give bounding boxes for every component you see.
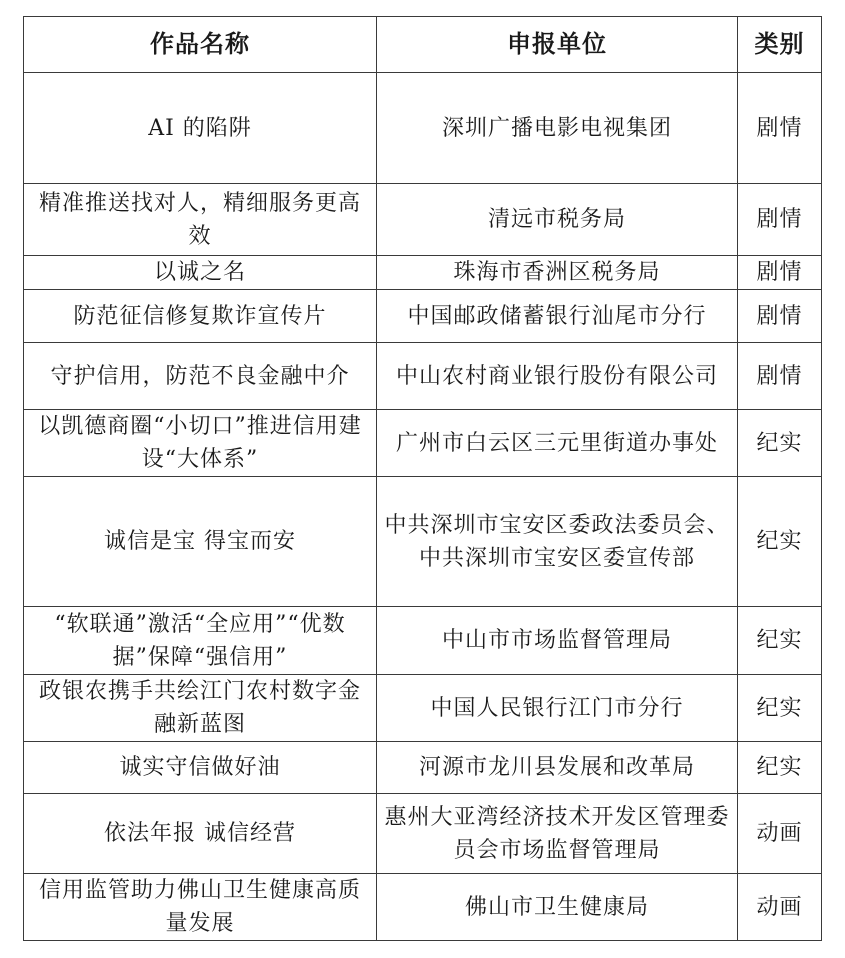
- category-cell: 纪实: [738, 477, 822, 607]
- table-row: [24, 742, 822, 794]
- table-row: [24, 343, 822, 410]
- category-cell: 剧情: [738, 184, 822, 256]
- work-name-cell: 以凯德商圈“小切口”推进信用建设“大体系”: [24, 410, 377, 477]
- table-row: [24, 290, 822, 343]
- table-header-row: [24, 17, 822, 73]
- unit-cell: 深圳广播电影电视集团: [377, 73, 738, 184]
- category-cell: 动画: [738, 874, 822, 941]
- table-row: [24, 607, 822, 675]
- unit-cell: 珠海市香洲区税务局: [377, 256, 738, 290]
- category-cell: 剧情: [738, 290, 822, 343]
- unit-cell: 佛山市卫生健康局: [377, 874, 738, 941]
- category-cell: 剧情: [738, 256, 822, 290]
- header-category: 类别: [738, 17, 822, 73]
- category-cell: 纪实: [738, 410, 822, 477]
- work-name-cell: 依法年报 诚信经营: [24, 794, 377, 874]
- header-work-name: 作品名称: [24, 17, 377, 73]
- work-name-cell: 诚信是宝 得宝而安: [24, 477, 377, 607]
- category-cell: 纪实: [738, 742, 822, 794]
- category-cell: 剧情: [738, 73, 822, 184]
- unit-cell: 清远市税务局: [377, 184, 738, 256]
- category-cell: 动画: [738, 794, 822, 874]
- work-name-cell: 诚实守信做好油: [24, 742, 377, 794]
- work-name-cell: “软联通”激活“全应用”“优数据”保障“强信用”: [24, 607, 377, 675]
- work-name-cell: 防范征信修复欺诈宣传片: [24, 290, 377, 343]
- unit-cell: 中国人民银行江门市分行: [377, 675, 738, 742]
- table-row: [24, 874, 822, 941]
- header-applicant-unit: 申报单位: [377, 17, 738, 73]
- category-cell: 纪实: [738, 675, 822, 742]
- table-row: [24, 410, 822, 477]
- table-row: [24, 73, 822, 184]
- table-row: [24, 184, 822, 256]
- works-table: [23, 16, 822, 941]
- category-cell: 纪实: [738, 607, 822, 675]
- unit-cell: 中共深圳市宝安区委政法委员会、中共深圳市宝安区委宣传部: [377, 477, 738, 607]
- table-row: [24, 794, 822, 874]
- unit-cell: 河源市龙川县发展和改革局: [377, 742, 738, 794]
- unit-cell: 中山农村商业银行股份有限公司: [377, 343, 738, 410]
- unit-cell: 广州市白云区三元里街道办事处: [377, 410, 738, 477]
- work-name-cell: 守护信用，防范不良金融中介: [24, 343, 377, 410]
- unit-cell: 中山市市场监督管理局: [377, 607, 738, 675]
- table-row: [24, 675, 822, 742]
- table-row: [24, 256, 822, 290]
- unit-cell: 中国邮政储蓄银行汕尾市分行: [377, 290, 738, 343]
- work-name-cell: 政银农携手共绘江门农村数字金融新蓝图: [24, 675, 377, 742]
- work-name-cell: AI 的陷阱: [24, 73, 377, 184]
- table-row: [24, 477, 822, 607]
- category-cell: 剧情: [738, 343, 822, 410]
- work-name-cell: 以诚之名: [24, 256, 377, 290]
- unit-cell: 惠州大亚湾经济技术开发区管理委员会市场监督管理局: [377, 794, 738, 874]
- work-name-cell: 信用监管助力佛山卫生健康高质量发展: [24, 874, 377, 941]
- work-name-cell: 精准推送找对人，精细服务更高效: [24, 184, 377, 256]
